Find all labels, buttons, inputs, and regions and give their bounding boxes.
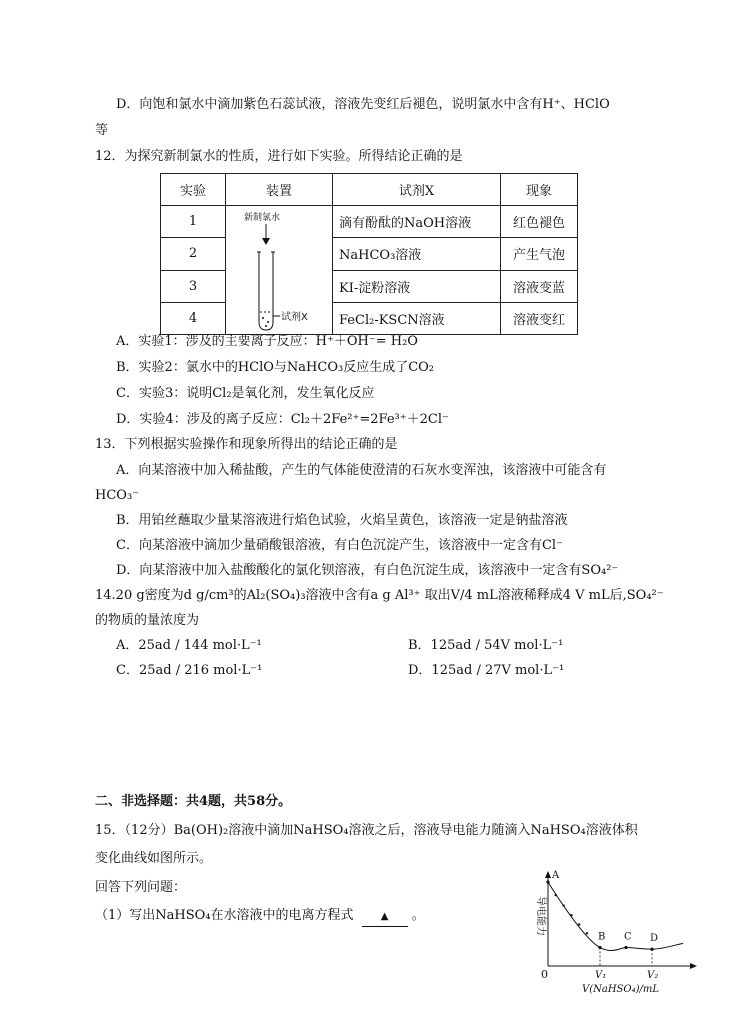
q12-option-a: A．实验1：涉及的主要离子反应：H⁺＋OH⁻= H₂O: [116, 334, 418, 349]
experiment-table: [160, 173, 578, 335]
chart-layer: [546, 870, 683, 981]
point-label-d: D: [650, 933, 659, 945]
row-phenomenon: 产生气泡: [501, 238, 578, 270]
liquid-dot: [262, 317, 264, 319]
point-label-a: A: [552, 870, 560, 881]
point-label-c: C: [624, 931, 632, 943]
q13-option-a-line1: A．向某溶液中加入稀盐酸，产生的气体能使澄清的石灰水变浑浊，该溶液中可能含有: [116, 463, 607, 478]
q14-option-a: A．25ad / 144 mol·L⁻¹: [116, 638, 262, 653]
row-phenomenon: 红色褪色: [501, 206, 578, 238]
table-row: [161, 270, 578, 302]
test-tube: [259, 252, 273, 330]
row-no: 2: [161, 238, 226, 270]
conductivity-chart: [532, 868, 702, 998]
liquid-dot: [265, 325, 267, 327]
conductivity-curve: [548, 882, 683, 951]
apparatus-top-label: 新制氯水: [244, 213, 281, 223]
data-point-c: [624, 946, 627, 949]
q14-option-b: B．125ad / 54V mol·L⁻¹: [408, 638, 564, 653]
q11-option-d-line2: 等: [95, 123, 109, 138]
x-tick-label: V₂: [647, 970, 659, 981]
row-phenomenon: 溶液变蓝: [501, 270, 578, 302]
row-reagent: KI-淀粉溶液: [333, 270, 501, 302]
answer-blank[interactable]: [362, 907, 408, 927]
y-axis-arrow-icon: [545, 871, 551, 878]
x-tick-label: V₁: [595, 970, 607, 981]
q12-option-c: C．实验3：说明Cl₂是氧化剂，发生氧化反应: [116, 386, 375, 401]
row-no: 1: [161, 206, 226, 238]
y-axis-label: 导电能力: [535, 896, 546, 936]
blank-triangle-icon: ▲: [380, 911, 389, 922]
header-phenomenon: 现象: [501, 174, 578, 206]
point-label-b: B: [598, 931, 606, 943]
q14-line1: 14.20 g密度为d g/cm³的Al₂(SO₄)₃溶液中含有a g Al³⁺ 取出V/4 mL溶液稀释成4 V mL后,SO₄²⁻: [95, 588, 664, 603]
arrow-head-icon: [262, 238, 270, 245]
q14-line2: 的物质的量浓度为: [95, 613, 200, 628]
header-reagent: 试剂X: [333, 174, 501, 206]
curve-marker: [555, 894, 557, 896]
row-phenomenon: 溶液变红: [501, 302, 578, 334]
row-reagent: FeCl₂-KSCN溶液: [333, 302, 501, 334]
q13-option-a-line2: HCO₃⁻: [95, 488, 140, 503]
q15-part1-end: 。: [411, 908, 425, 923]
q12-option-b: B．实验2：氯水中的HClO与NaHCO₃反应生成了CO₂: [116, 360, 435, 375]
curve-marker: [562, 904, 564, 906]
liquid-dot: [267, 321, 269, 323]
apparatus-cell: [226, 206, 333, 335]
curve-marker: [570, 914, 572, 916]
apparatus-diagram: [226, 206, 332, 334]
q13-option-d: D．向某溶液中加入盐酸酸化的氯化钡溶液，有白色沉淀生成，该溶液中一定含有SO₄²⁻: [116, 563, 619, 578]
q14-option-d: D．125ad / 27V mol·L⁻¹: [408, 663, 565, 678]
q14-option-c: C．25ad / 216 mol·L⁻¹: [116, 663, 263, 678]
apparatus-side-label: 试剂X: [281, 312, 308, 323]
origin-label: 0: [541, 968, 548, 981]
q13-option-c: C．向某溶液中滴加少量硝酸银溶液，有白色沉淀产生，该溶液中一定含有Cl⁻: [116, 538, 563, 553]
section-title: 二、非选择题：共4题，共58分。: [95, 794, 292, 809]
q15-part1-text: （1）写出NaHSO₄在水溶液中的电离方程式: [95, 908, 354, 923]
table-row: [161, 302, 578, 334]
row-no: 3: [161, 270, 226, 302]
row-reagent: 滴有酚酞的NaOH溶液: [333, 206, 501, 238]
q15-line2: 变化曲线如图所示。: [95, 851, 213, 866]
curve-marker: [586, 932, 588, 934]
curve-marker: [578, 923, 580, 925]
q15-part1: [95, 907, 425, 927]
q12-stem: 12．为探究新制氯水的性质，进行如下实验。所得结论正确的是: [95, 149, 463, 164]
table-row: [161, 238, 578, 270]
header-apparatus: 装置: [226, 174, 333, 206]
q12-option-d: D．实验4：涉及的离子反应：Cl₂＋2Fe²⁺=2Fe³⁺＋2Cl⁻: [116, 412, 449, 427]
data-point-a: [546, 880, 549, 883]
row-no: 4: [161, 302, 226, 334]
q11-option-d-line1: D．向饱和氯水中滴加紫色石蕊试液，溶液先变红后褪色，说明氯水中含有H⁺、HClO: [116, 97, 610, 112]
row-reagent: NaHCO₃溶液: [333, 238, 501, 270]
q15-answer-prompt: 回答下列问题：: [95, 880, 187, 895]
q15-line1: 15．（12分）Ba(OH)₂溶液中滴加NaHSO₄溶液之后，溶液导电能力随滴入NaHSO₄溶液体积: [95, 823, 638, 838]
q13-option-b: B．用铂丝蘸取少量某溶液进行焰色试验，火焰呈黄色，该溶液一定是钠盐溶液: [116, 513, 568, 528]
q13-stem: 13．下列根据实验操作和现象所得出的结论正确的是: [95, 437, 398, 452]
x-axis-label: V(NaHSO₄)/mL: [582, 984, 660, 995]
x-axis-arrow-icon: [690, 963, 697, 969]
table-header-row: [161, 174, 578, 206]
header-experiment: 实验: [161, 174, 226, 206]
table-row: [161, 206, 578, 238]
